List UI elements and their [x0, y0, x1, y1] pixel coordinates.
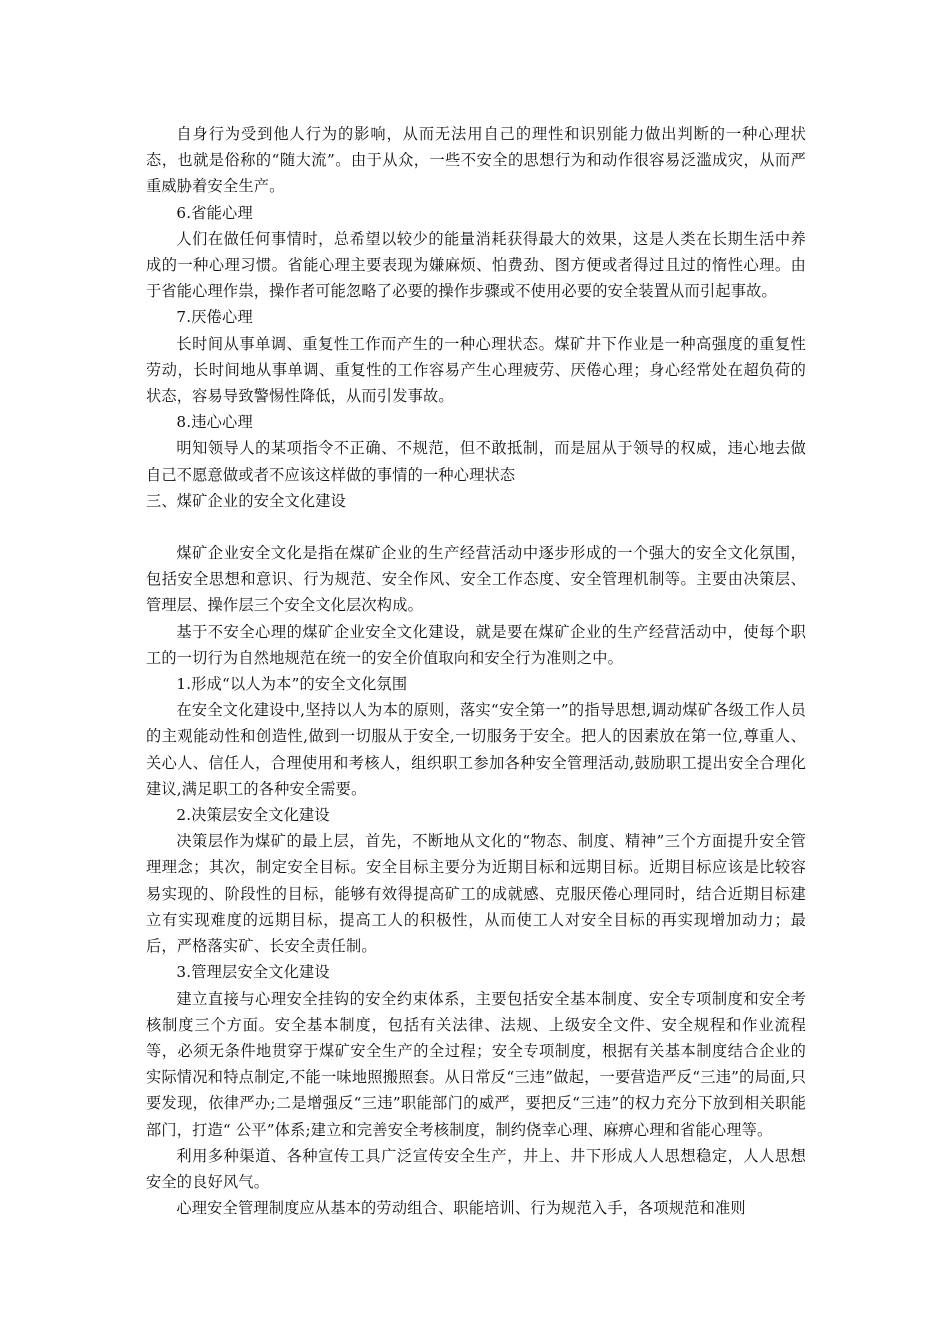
- heading-weariness: 7.厌倦心理: [176, 308, 253, 327]
- document-body: [146, 121, 806, 1221]
- blank-line: [146, 514, 806, 540]
- paragraph-safety-culture-definition: 煤矿企业安全文化是指在煤矿企业的生产经营活动中逐步形成的一个强大的安全文化氛围，包括安全思想和意识、行为规范、安全作风、安全工作态度、安全管理机制等。主要由决策层、管理层、操作层三个安全文化层次构成。: [146, 544, 806, 615]
- paragraph-energy-saving: 人们在做任何事情时，总希望以较少的能量消耗获得最大的效果，这是人类在长期生活中养成的一种心理习惯。省能心理主要表现为嫌麻烦、怕费劲、图方便或者得过且过的惰性心理。由于省能心理作祟，操作者可能忽略了必要的操作步骤或不使用必要的安全装置从而引起事故。: [146, 229, 806, 301]
- heading-people-oriented: 1.形成“以人为本”的安全文化氛围: [176, 675, 408, 694]
- paragraph-publicity: 利用多种渠道、各种宣传工具广泛宣传安全生产，井上、井下形成人人思想稳定，人人思想安全的良好风气。: [146, 1146, 806, 1191]
- paragraph-management-layer: 建立直接与心理安全挂钩的安全约束体系，主要包括安全基本制度、安全专项制度和安全考核制度三个方面。安全基本制度，包括有关法律、法规、上级安全文件、安全规程和作业流程等，必须无条件地贯穿于煤矿安全生产的全过程；安全专项制度，根据有关基本制度结合企业的实际情况和特点制定,不能一味地照搬照套。从日常反“三违”做起，一要营造严反“三违”的局面,只要发现，依律严办;二是增强反“三违”职能部门的威严，要把反“三违”的权力充分下放到相关职能部门，打造“ 公平”体系;建立和完善安全考核制度，制约侥幸心理、麻痹心理和省能心理等。: [146, 989, 806, 1139]
- paragraph-decision-layer: 决策层作为煤矿的最上层，首先，不断地从文化的“物态、制度、精神”三个方面提升安全管理理念；其次，制定安全目标。安全目标主要分为近期目标和远期目标。近期目标应该是比较容易实现的、阶段性的目标，能够有效得提高矿工的成就感、克服厌倦心理同时，结合近期目标建立有实现难度的远期目标，提高工人的积极性，从而使工人对安全目标的再实现增加动力；最后，严格落实矿、长安全责任制。: [146, 832, 806, 956]
- heading-management-layer: 3.管理层安全文化建设: [176, 963, 330, 982]
- heading-reluctance: 8.违心心理: [176, 413, 253, 432]
- paragraph-people-oriented: 在安全文化建设中,坚持以人为本的原则，落实“安全第一”的指导思想,调动煤矿各级工作人员的主观能动性和创造性,做到一切服从于安全,一切服务于安全。把人的因素放在第一位,尊重人、关心人、信任人，合理使用和考核人，组织职工参加各种安全管理活动,鼓励职工提出安全合理化建议,满足职工的各种安全需要。: [146, 701, 806, 798]
- heading-decision-layer: 2.决策层安全文化建设: [176, 806, 330, 825]
- section-heading-safety-culture: 三、煤矿企业的安全文化建设: [146, 491, 347, 510]
- heading-energy-saving: 6.省能心理: [176, 203, 253, 222]
- paragraph-conformity-text: 自身行为受到他人行为的影响，从而无法用自己的理性和识别能力做出判断的一种心理状态，也就是俗称的“随大流”。由于从众，一些不安全的思想行为和动作很容易泛滥成灾，从而严重威胁着安全生产。: [146, 125, 806, 196]
- paragraph-weariness: 长时间从事单调、重复性工作而产生的一种心理状态。煤矿井下作业是一种高强度的重复性劳动，长时间地从事单调、重复性的工作容易产生心理疲劳、厌倦心理；身心经常处在超负荷的状态，容易导致警惕性降低，从而引发事故。: [146, 334, 806, 406]
- paragraph-management-system: 心理安全管理制度应从基本的劳动组合、职能培训、行为规范入手，各项规范和准则: [176, 1199, 746, 1218]
- paragraph-safety-culture-goal: 基于不安全心理的煤矿企业安全文化建设，就是要在煤矿企业的生产经营活动中，使每个职工的一切行为自然地规范在统一的安全价值取向和安全行为准则之中。: [146, 622, 806, 667]
- paragraph-reluctance: 明知领导人的某项指令不正确、不规范，但不敢抵制，而是屈从于领导的权威，违心地去做自己不愿意做或者不应该这样做的事情的一种心理状态: [146, 439, 806, 484]
